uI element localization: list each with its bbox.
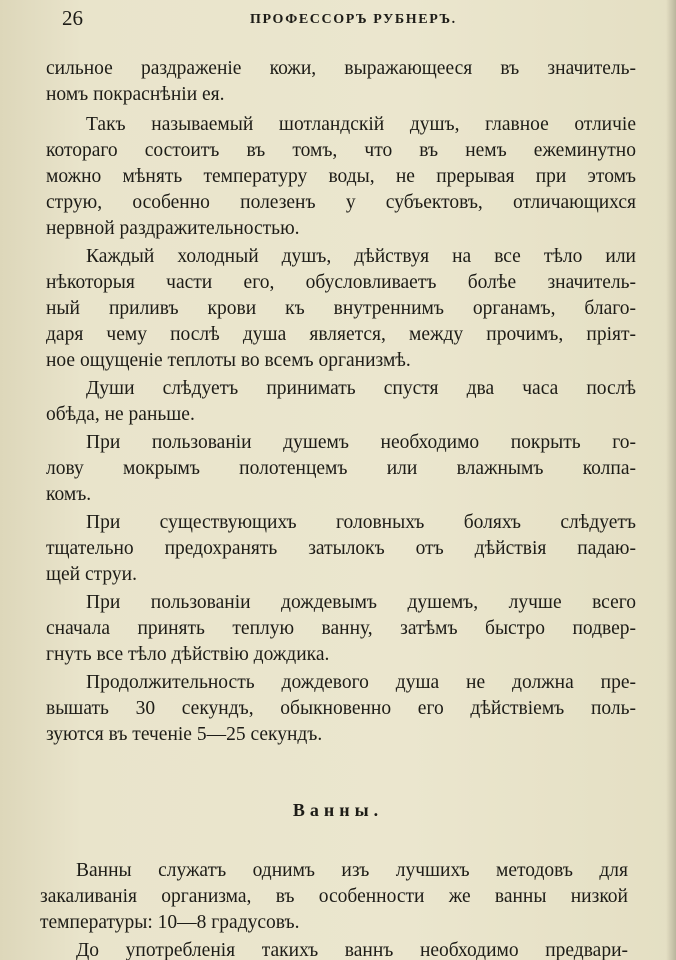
section-heading: Ванны. [292, 800, 384, 820]
text-line: сначала принять теплую ванну, затѣмъ быстро подвер- [46, 618, 636, 639]
text-line: вышать 30 секундъ, обыкновенно его дѣйствіемъ поль- [46, 698, 636, 719]
text-line: щей струи. [46, 564, 137, 585]
text-line: номъ покраснѣніи ея. [46, 84, 225, 105]
text-line: нервной раздражительностью. [46, 218, 300, 239]
text-line: Души слѣдуетъ принимать спустя два часа послѣ [86, 378, 636, 399]
text-line: При пользованіи душемъ необходимо покрыть го- [86, 432, 636, 453]
text-line: ное ощущеніе теплоты во всемъ организмѣ. [46, 350, 411, 371]
text-line: лову мокрымъ полотенцемъ или влажнымъ колпа- [46, 458, 636, 479]
text-line: При пользованіи дождевымъ душемъ, лучше всего [86, 592, 636, 613]
text-line: сильное раздраженіе кожи, выражающееся въ значитель- [46, 58, 636, 79]
text-line: зуются въ теченіе 5—25 секундъ. [46, 724, 323, 745]
text-line: Каждый холодный душъ, дѣйствуя на все тѣло или [86, 246, 636, 267]
text-line: До употребленія такихъ ваннъ необходимо предвари- [76, 940, 628, 960]
text-line: даря чему послѣ душа является, между прочимъ, пріят- [46, 324, 636, 345]
text-line: можно мѣнять температуру воды, не прерывая при этомъ [46, 166, 636, 187]
page-number: 26 [62, 6, 83, 30]
text-line: котораго состоитъ въ томъ, что въ немъ ежеминутно [46, 140, 636, 161]
text-line: При существующихъ головныхъ боляхъ слѣдуетъ [86, 512, 636, 533]
text-line: закаливанія организма, въ особенности же ванны низкой [40, 886, 628, 907]
text-line: Продолжительность дождевого душа не должна пре- [86, 672, 636, 693]
text-line: обѣда, не раньше. [46, 404, 195, 425]
text-line: струю, особенно полезенъ у субъектовъ, отличающихся [46, 192, 636, 213]
text-line: ный приливъ крови къ внутреннимъ органамъ, благо- [46, 298, 636, 319]
running-head-title: ПРОФЕССОРЪ РУБНЕРЪ. [250, 12, 457, 27]
text-line: тщательно предохранять затылокъ отъ дѣйствія падаю- [46, 538, 636, 559]
text-line: гнуть все тѣло дѣйствію дождика. [46, 644, 330, 665]
text-line: нѣкоторыя части его, обусловливаетъ болѣе значитель- [46, 272, 636, 293]
text-line: комъ. [46, 484, 92, 505]
text-line: температуры: 10—8 градусовъ. [40, 912, 300, 933]
running-head [62, 4, 636, 34]
text-line: Такъ называемый шотландскій душъ, главное отличіе [86, 114, 636, 135]
text-line: Ванны служатъ однимъ изъ лучшихъ методовъ для [76, 860, 628, 881]
